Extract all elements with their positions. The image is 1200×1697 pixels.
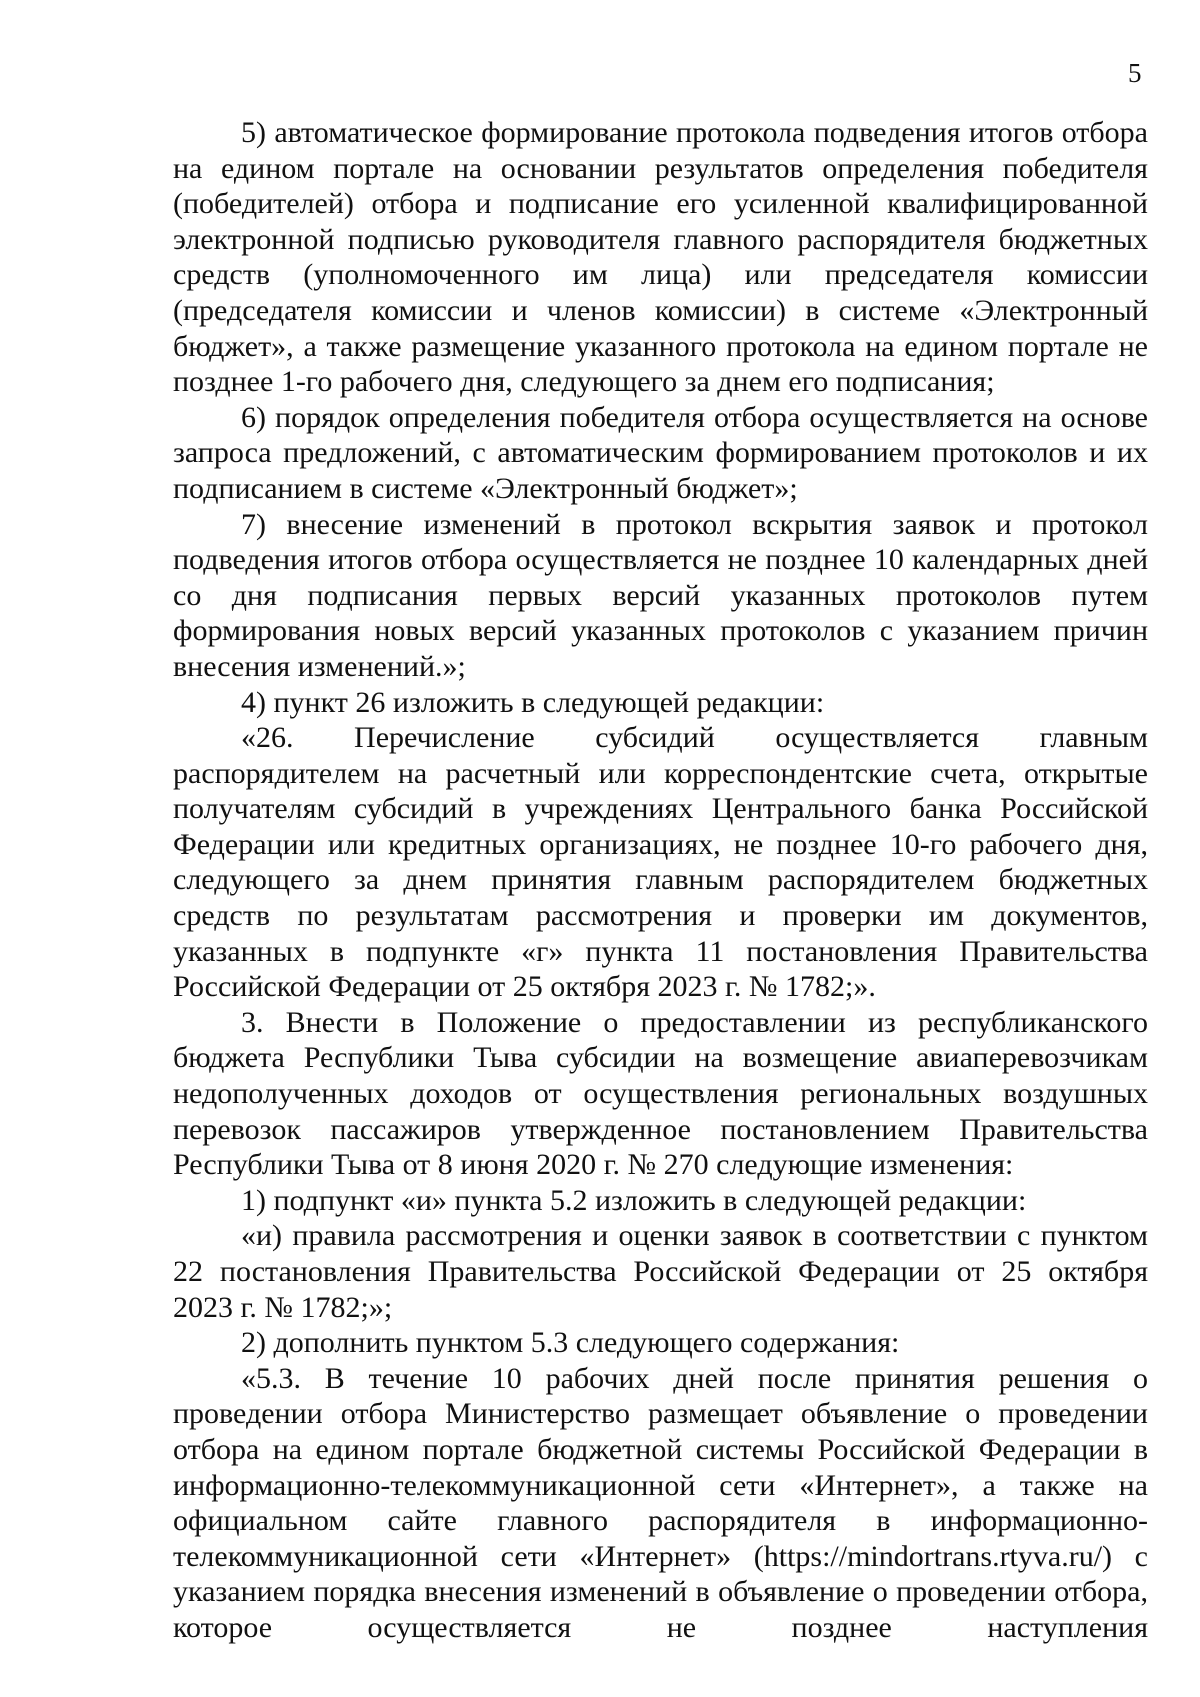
paragraph-item-5: 5) автоматическое формирование протокола подведения итогов отбора на едином портале на основании результатов определения победителя (победителей) отбора и подписание его усиленной квалифицированной электронной подписью руководителя главного распорядителя бюджетных средств (уполномоченного им лица) или председателя комиссии (председателя комиссии и членов комиссии) в системе «Электронный бюджет», а также размещение указанного протокола на едином портале не позднее 1-го рабочего дня, следующего за днем его подписания; [173, 116, 1148, 399]
document-body [173, 115, 1148, 1646]
paragraph-item-7: 7) внесение изменений в протокол вскрытия заявок и протокол подведения итогов отбора осуществляется не позднее 10 календарных дней со дня подписания первых версий указанных протоколов путем формирования новых версий указанных протоколов с указанием причин внесения изменений.»; [173, 507, 1148, 683]
paragraph-point-4: 4) пункт 26 изложить в следующей редакции: [241, 685, 825, 719]
paragraph-subpoint-2: 2) дополнить пунктом 5.3 следующего содержания: [241, 1326, 900, 1360]
page-number: 5 [1128, 58, 1142, 88]
paragraph-clause-26: «26. Перечисление субсидий осуществляется главным распорядителем на расчетный или корреспондентские счета, открытые получателям субсидий в учреждениях Центрального банка Российской Федерации или кредитных организациях, не позднее 10-го рабочего дня, следующего за днем принятия главным распорядителем бюджетных средств по результатам рассмотрения и проверки им документов, указанных в подпункте «г» пункта 11 постановления Правительства Российской Федерации от 25 октября 2023 г. № 1782;». [173, 721, 1148, 1004]
paragraph-item-6: 6) порядок определения победителя отбора осуществляется на основе запроса предложений, с автоматическим формированием протоколов и их подписанием в системе «Электронный бюджет»; [173, 400, 1148, 505]
paragraph-section-3: 3. Внести в Положение о предоставлении из республиканского бюджета Республики Тыва субсидии на возмещение авиаперевозчикам недополученных доходов от осуществления региональных воздушных перевозок пассажиров утвержденное постановлением Правительства Республики Тыва от 8 июня 2020 г. № 270 следующие изменения: [173, 1005, 1148, 1182]
paragraph-subpoint-1: 1) подпункт «и» пункта 5.2 изложить в следующей редакции: [241, 1183, 1027, 1217]
paragraph-subpoint-i: «и) правила рассмотрения и оценки заявок в соответствии с пунктом 22 постановления Правительства Российской Федерации от 25 октября 2023 г. № 1782;»; [173, 1219, 1148, 1324]
paragraph-clause-5-3: «5.3. В течение 10 рабочих дней после принятия решения о проведении отбора Министерство размещает объявление о проведении отбора на едином портале бюджетной системы Российской Федерации в информационно-телекоммуникационной сети «Интернет», а также на официальном сайте главного распорядителя в информационно-телекоммуникационной сети «Интернет» (https://mindortrans.rtyva.ru/) с указанием порядка внесения изменений в объявление о проведении отбора, которое осуществляется не позднее наступления [173, 1361, 1148, 1644]
